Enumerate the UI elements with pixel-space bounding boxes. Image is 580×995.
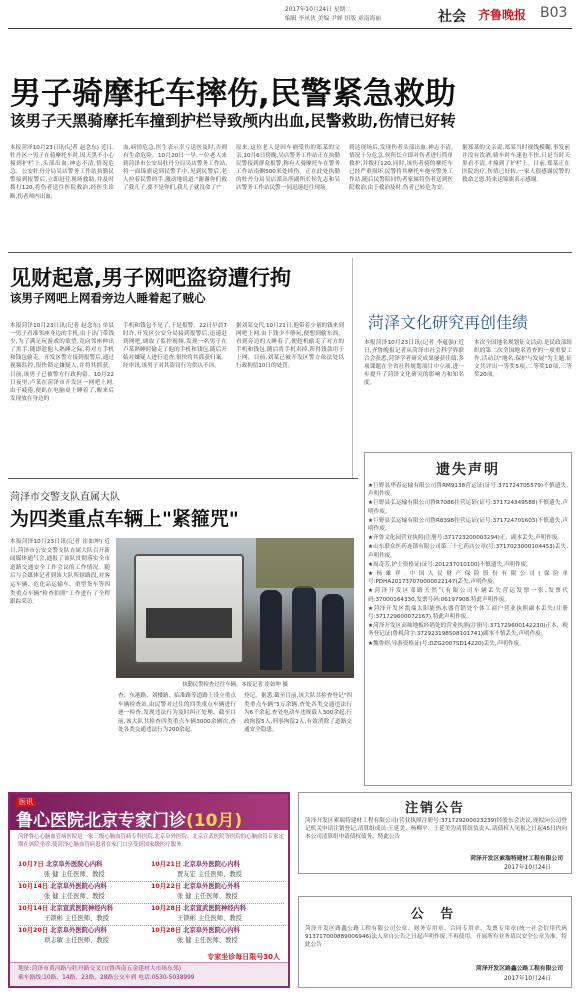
schedule-doctor: 贾友宏 主任医师、教授 xyxy=(177,870,242,878)
traffic-police-photo xyxy=(116,538,354,678)
brand-logo: 齐鲁晚报 xyxy=(478,8,527,22)
schedule-date: 10月21日 xyxy=(151,861,182,868)
cancel-notice-date: 2017年10月24日 xyxy=(504,865,551,871)
header-meta xyxy=(285,6,460,24)
schedule-doctor: 张 健 主任医师、教授 xyxy=(44,892,105,900)
officer-2 xyxy=(292,586,316,672)
schedule-doctor: 王锁彬 主任医师、教授 xyxy=(44,914,109,922)
article1-divider xyxy=(8,252,572,253)
article1-col1: 本报菏泽10月23日讯(记者 赵念东) 近日,牡丹区一男子在骑摩托车时,因天黑不小心撞到护栏上,头部出血,神志不清,情况危急。公安牡丹分局吴店警务工作站执勤民警接到报警后,立即赶往现场救助,并及时拨打120,将伤者送往医院救治,经医生诊断,伤者颅内出血, xyxy=(10,145,114,200)
schedule-date: 10月28日 xyxy=(151,905,182,912)
schedule-doctor: 张 健 主任医师、教授 xyxy=(44,870,105,878)
photo-caption: 执勤民警检查过往车辆。本报记者 崔如坤 摄 xyxy=(182,682,288,688)
officer-3 xyxy=(322,594,344,672)
article2-col3: 据刘某交代,10月21日,他带着少量的钱来到网吧上网,由于钱少不够玩,便想到偷东西。看到旁边的人睡着了,便趁机偷走了对方的手机和钱包,随后将手机卖掉,所得钱款用于上网。目前,刘某已被开发区警方依法处以行政拘留10日的处罚。 xyxy=(236,323,344,370)
article1-subtitle: 该男子天黑骑摩托车撞到护栏导致颅内出血,民警救助,伤情已好转 xyxy=(10,112,456,130)
lost-item: ★菏泽开发区凯瑞太阳能热水器营销处个体工商户营业执照副本丢失(注册号:371729600072167),特此声明作废。 xyxy=(368,605,568,621)
schedule-doctor: 琐志敏 主任医师、教授 xyxy=(44,936,109,944)
schedule-dept: 北京阜外医院心内科 xyxy=(50,927,107,934)
schedule-entry xyxy=(151,882,284,904)
lost-item: ★菏泽开发区高师地板经销处的营业执照(注册号:371729600142230)正本、税务登记证(鲁税菏字:372923198508101741)副本不慎丢失,声明作废。 xyxy=(368,623,568,638)
schedule-dept: 北京阜外医院心内科 xyxy=(50,883,107,890)
article3-col3: 查、东港路、刘楼路、临淮路等道路上设立重点车辆检查站,由民警对过往的四类重点车辆进行逐一检查,发现违法行为及时纠正处理。截至目前,该大队共检查四类重点车辆3000余辆次,查处各类交通违法行为200余起。 xyxy=(118,693,236,734)
schedule-entry xyxy=(18,904,151,926)
lost-item: ★周奇芳,护士资格证(证号:201237010100)不慎遗失,声明作废。 xyxy=(368,561,532,568)
ad-intro: 菏泽鲁心心脑血管病医院是一家三级心脑血管病专科医院,北京阜外医院、北京宣武医院等医院的心脑血管专家定期在该院坐诊,使菏泽心脑血管病患者在家门口享受到国家级医疗服务。 xyxy=(18,834,284,848)
hospital-ad xyxy=(8,792,290,988)
schedule-date: 10月28日 xyxy=(151,927,182,934)
article3-label: 菏泽市交警支队直属大队 xyxy=(10,492,120,503)
lost-notice-title: 遗失声明 xyxy=(436,462,500,478)
article1-col5: 据郑某的父亲说,郑某当时视线模糊,事发前并没有饮酒,骑车时车速也不快,只是当时天黑看不清,才撞到了护栏上。目前,郑某正在医院治疗,伤情已好转,一家人很感谢民警的救命之恩,特来送锦旗表示感谢。 xyxy=(462,145,570,184)
article2-col2: 手机和钱包不见了,于是报警。22日早晨7时许,开发区公安分局接到报警后,迅速赶到网吧,调取了监控视频,发现一名男子在卢某熟睡时偷走了他的手机和钱包,随后开始对嫌疑人进行追查,很快将其抓获归案。经审讯,该男子对其盗窃行为供认不讳。 xyxy=(123,323,227,370)
schedule-dept: 北京宣武医院神经内科 xyxy=(183,905,247,912)
ad-schedule xyxy=(18,860,284,948)
schedule-entry xyxy=(151,926,284,948)
article2-col1: 本报菏泽10月23日讯(记者 赵念东) 单县一男子看准邻座身边的手机,由于出门带钱少,为了满足玩游戏的欲望,竟向邻座伸出了黑手,随即趁他人熟睡之际,将对方手机和钱包偷走。开发区警方接到报警后,通过视频监控,很快锁定嫌疑人,并将其抓获。日前,该男子已被警方行政拘留。10月22日夜里,卢某在菏泽市开发区一网吧上网,由于疲倦,便趴在电脑桌上睡着了,醒来后发现放在身边的 xyxy=(10,323,114,402)
cancel-notice-title: 注销公告 xyxy=(404,801,465,816)
ad-badge: 医讯 xyxy=(16,797,36,807)
header-divider xyxy=(8,28,572,29)
schedule-dept: 北京阜外医院心外科 xyxy=(183,883,240,890)
ad-title-main: 鲁心医院北京专家门诊 xyxy=(16,811,186,831)
schedule-doctor: 王锁彬 主任医师、教授 xyxy=(177,914,242,922)
ad-title-date: (10月) xyxy=(186,811,243,831)
ad-address: 地址:菏泽市黄河路与牡丹路交叉口(鲁西南五金建材大市场东邻) xyxy=(18,966,181,972)
cancel-notice-body: 菏泽开发区索瑞特建材工程有限公司(营业执照注册号:371729200023239)经股东会决议,现拟向公司登记机关申请注销登记,清算组成员:王延美、杨柳平、王延美为清算组负责人,请债权人见报之日起45日内向本公司清算组申请债权债务。特此公告 xyxy=(305,818,567,841)
article1-col4: 到达现场后,发现伤者头部出血,神志不清,情况十分危急,侯所长立即对伤者进行简单救护,并拨打120,同时,该伤者骑的摩托车已经严重损坏,民警将其摩托车拖至警务工作站,随后民警陪同伤者家属将伤者送到医院救治,由于救治及时,伤者已转危为安。 xyxy=(349,145,453,192)
schedule-dept: 北京宣武医院神经内科 xyxy=(50,905,114,912)
column-divider xyxy=(352,258,353,478)
ad-footer xyxy=(10,962,288,986)
article3-col4: 登记。据悉,截至目前,该大队共检查登记"四类重点车辆"3万余辆,查处各类交通违法行为6千余起,查处电动车违规载人300余起,行政拘留5人,刑事拘留2人,有效消除了道路交通安全隐患。 xyxy=(244,693,352,734)
lost-item: ★菏泽开发区邓路天然气有限公司车辆丢失营运发票一张,发票代码:37000164330,发票号码:06197908,特此声明作废。 xyxy=(368,588,568,603)
schedule-entry xyxy=(18,882,151,904)
ad-notice: 专家坐诊每日限号30人 xyxy=(207,953,280,961)
lost-item: ★杨雄祥,中国人民财产保险股份有限公司(保险单号:PDHA201737070000022147)丢失,声明作废。 xyxy=(368,571,568,586)
article1-col3: 原来,这位老人是因车祸受伤的郑某的父亲,10月6日傍晚,吴店警务工作站正在执勤民警接到群众报警,称有人骑摩托车在警务工作站南侧500米处摔伤。正在此处执勤的牡丹分局吴店派出所副所长侯先志和吴店警务工作站民警一同迅速赶往现场。 xyxy=(236,145,340,192)
schedule-date: 10月14日 xyxy=(18,905,49,912)
cancel-notice-box xyxy=(298,792,572,874)
public-notice-box xyxy=(298,896,572,988)
article3-col1: 本报菏泽10月23日讯(记者 崔如坤) 近日,菏泽市公安交警支队直属大队召开新闻媒体通气会,通报了该队贯彻落实全市道路交通安全工作会议的工作情况。随后与会媒体记者到该大队所辖路段,对客运车辆、危化品运输车、重型货车等四类重点车辆"检查拍照"工作进行了全程跟踪采访。 xyxy=(10,539,110,606)
schedule-entry xyxy=(18,860,151,882)
culture-col2: 本次全国地名规划征文活动,是民政部组织的第二次全国地名普查的一项重要工作,活动以"地名:保护与发展"为主题,征文共评出一等奖5项,二等奖10项,三等奖20项。 xyxy=(474,340,572,379)
schedule-dept: 北京阜外医院心内科 xyxy=(183,861,240,868)
schedule-date: 10月22日 xyxy=(151,883,182,890)
schedule-doctor: 张 健 主任医师、教授 xyxy=(177,892,238,900)
public-notice-body: 菏泽开发区路鑫公路工程有限公司公章、财务专用章、合同专用章、发票专用章(统一社会信用代码913717000889006946)法人章自公告之日起声明作废,不再使用。开展所有业务请以安全公章为准。特此公告 xyxy=(305,926,567,949)
schedule-entry xyxy=(18,926,151,948)
article2-title: 见财起意,男子网吧盗窃遭行拘 xyxy=(10,266,291,290)
ad-bus-route: 乘车路线:10路、14路、23路、28路公交车到 电话:0530-5038999 xyxy=(18,975,195,981)
public-notice-title: 公 告 xyxy=(410,907,460,922)
page-number: B03 xyxy=(540,5,568,21)
lost-item: ★巨野县华春运输有限公司鲁RM9138营运证(证号:371724705579)不慎遗失,声明作废。 xyxy=(368,483,568,498)
public-notice-date: 2017年10月24日 xyxy=(504,976,551,982)
article1-col2: 血,病情危急,医生表示幸亏送医及时,否则有生命危险。10月20日一早,一位老人来到菏泽市公安局牡丹分局吴店警务工作站,将一面锦旗送到民警手中,见到民警后,老人拉着民警的手,激动地说道:"谢谢你们救了我儿子,要不是你们,我儿子就没命了!" xyxy=(123,145,227,192)
schedule-entry xyxy=(151,904,284,926)
lost-item: ★山东联众医药连锁有限公司第三十七药店公章(号:3717023000104453)丢失,声明作废。 xyxy=(368,544,568,559)
public-notice-signer: 菏泽开发区路鑫公路工程有限公司 xyxy=(476,966,563,972)
lost-item: ★巨野县弘运输有限公司鲁R7086挂营运证(证号:371724349588)不慎遗失,声明作废。 xyxy=(368,500,568,515)
ad-title xyxy=(16,806,286,831)
officer-1 xyxy=(260,590,282,670)
article1-title: 男子骑摩托车摔伤,民警紧急救助 xyxy=(10,76,456,112)
lost-item: ★齐鲁文化园营业执照(注册号:371723200003294)正、副本丢失,声明作废。 xyxy=(368,535,564,542)
schedule-doctor: 张 健 主任医师、教授 xyxy=(177,936,238,944)
culture-title: 菏泽文化研究再创佳绩 xyxy=(368,313,529,332)
tree-shape xyxy=(256,538,354,588)
schedule-date: 10月20日 xyxy=(18,927,49,934)
article2-divider xyxy=(8,478,358,479)
lost-item: ★巨野县弘运输有限公司鲁R8398挂营运证(证号:371724701603)不慎遗失,声明作废。 xyxy=(368,517,568,533)
article3-title: 为四类重点车辆上"紧箍咒" xyxy=(10,508,239,530)
culture-col1: 本报菏泽10月23日讯(记者 李蕴强) 近日,齐鲁晚报记者从菏泽市社会科学界联合会获悉,菏泽学者研究成果屡获佳绩,多项课题在全省社科规划项目中立项,进一步提升了菏泽文化研究的影响力和知名度。 xyxy=(364,340,464,387)
schedule-dept: 北京阜外医院心内科 xyxy=(183,927,240,934)
schedule-dept: 北京阜外医院心内科 xyxy=(45,861,103,868)
header-date: 2017年10月24日 星期二 xyxy=(285,7,352,13)
cancel-notice-signer: 菏泽开发区索瑞特建材工程有限公司 xyxy=(470,856,563,862)
schedule-entry xyxy=(151,860,284,882)
truck-grille xyxy=(146,608,232,638)
lost-notice-list xyxy=(368,482,568,782)
section-name: 社会 xyxy=(438,9,466,25)
article2-subtitle: 该男子网吧上网看旁边人睡着起了贼心 xyxy=(10,291,206,305)
schedule-date: 10月7日 xyxy=(18,861,44,868)
header-editors: 编辑 李凤伙 美编 尹婵 组版 童南海丽 xyxy=(285,16,382,22)
lost-item: ★魏鲁婷,导游资格证(号:DZG2007SD14220)丢失,声明作废。 xyxy=(368,640,525,647)
schedule-date: 10月14日 xyxy=(18,883,49,890)
